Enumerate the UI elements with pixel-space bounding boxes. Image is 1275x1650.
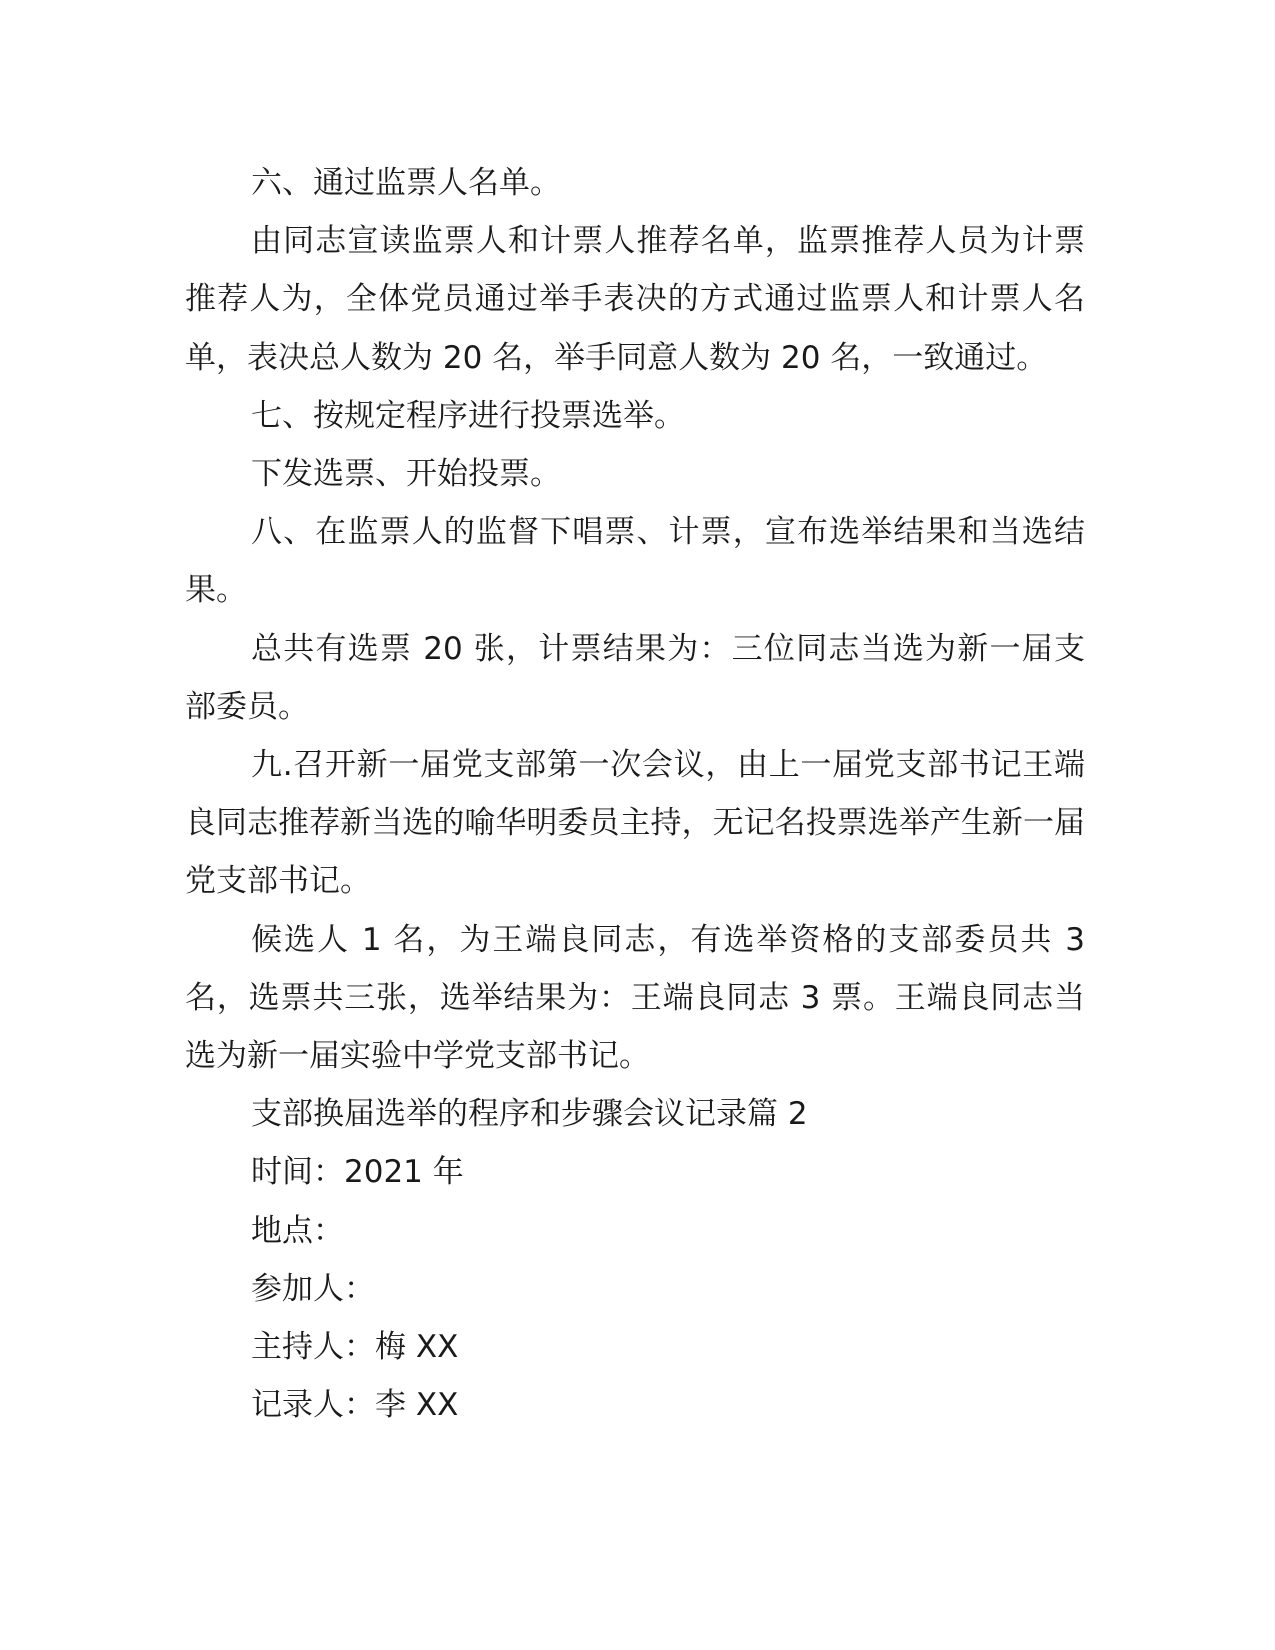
meeting-host: 主持人：梅 XX [251, 1329, 459, 1366]
paragraph-voting: 下发选票、开始投票。 [251, 456, 561, 493]
section-heading-8: 八、在监票人的监督下唱票、计票，宣布选举结果和当选结果。 [185, 514, 1085, 609]
paragraph-secretary-result: 候选人 1 名，为王端良同志，有选举资格的支部委员共 3 名，选票共三张，选举结果为：王端良同志 3 票。王端良同志当选为新一届实验中学党支部书记。 [185, 921, 1085, 1075]
meeting-location: 地点： [251, 1212, 344, 1249]
paragraph-vote-result: 总共有选票 20 张，计票结果为：三位同志当选为新一届支部委员。 [185, 630, 1085, 725]
document-body [185, 154, 1085, 1434]
meeting-recorder: 记录人：李 XX [251, 1387, 459, 1424]
paragraph-teller-list: 由同志宣读监票人和计票人推荐名单，监票推荐人员为计票推荐人为，全体党员通过举手表决的方式通过监票人和计票人名单，表决总人数为 20 名，举手同意人数为 20 名，一致通过。 [185, 223, 1085, 376]
article-title-part-2: 支部换届选举的程序和步骤会议记录篇 2 [251, 1096, 808, 1133]
section-heading-9: 九.召开新一届党支部第一次会议，由上一届党支部书记王端良同志推荐新当选的喻华明委员主持，无记名投票选举产生新一届党支部书记。 [185, 747, 1085, 900]
meeting-participants: 参加人： [251, 1270, 375, 1307]
section-heading-6: 六、通过监票人名单。 [251, 165, 561, 201]
meeting-time: 时间：2021 年 [251, 1154, 464, 1191]
section-heading-7: 七、按规定程序进行投票选举。 [251, 397, 685, 434]
